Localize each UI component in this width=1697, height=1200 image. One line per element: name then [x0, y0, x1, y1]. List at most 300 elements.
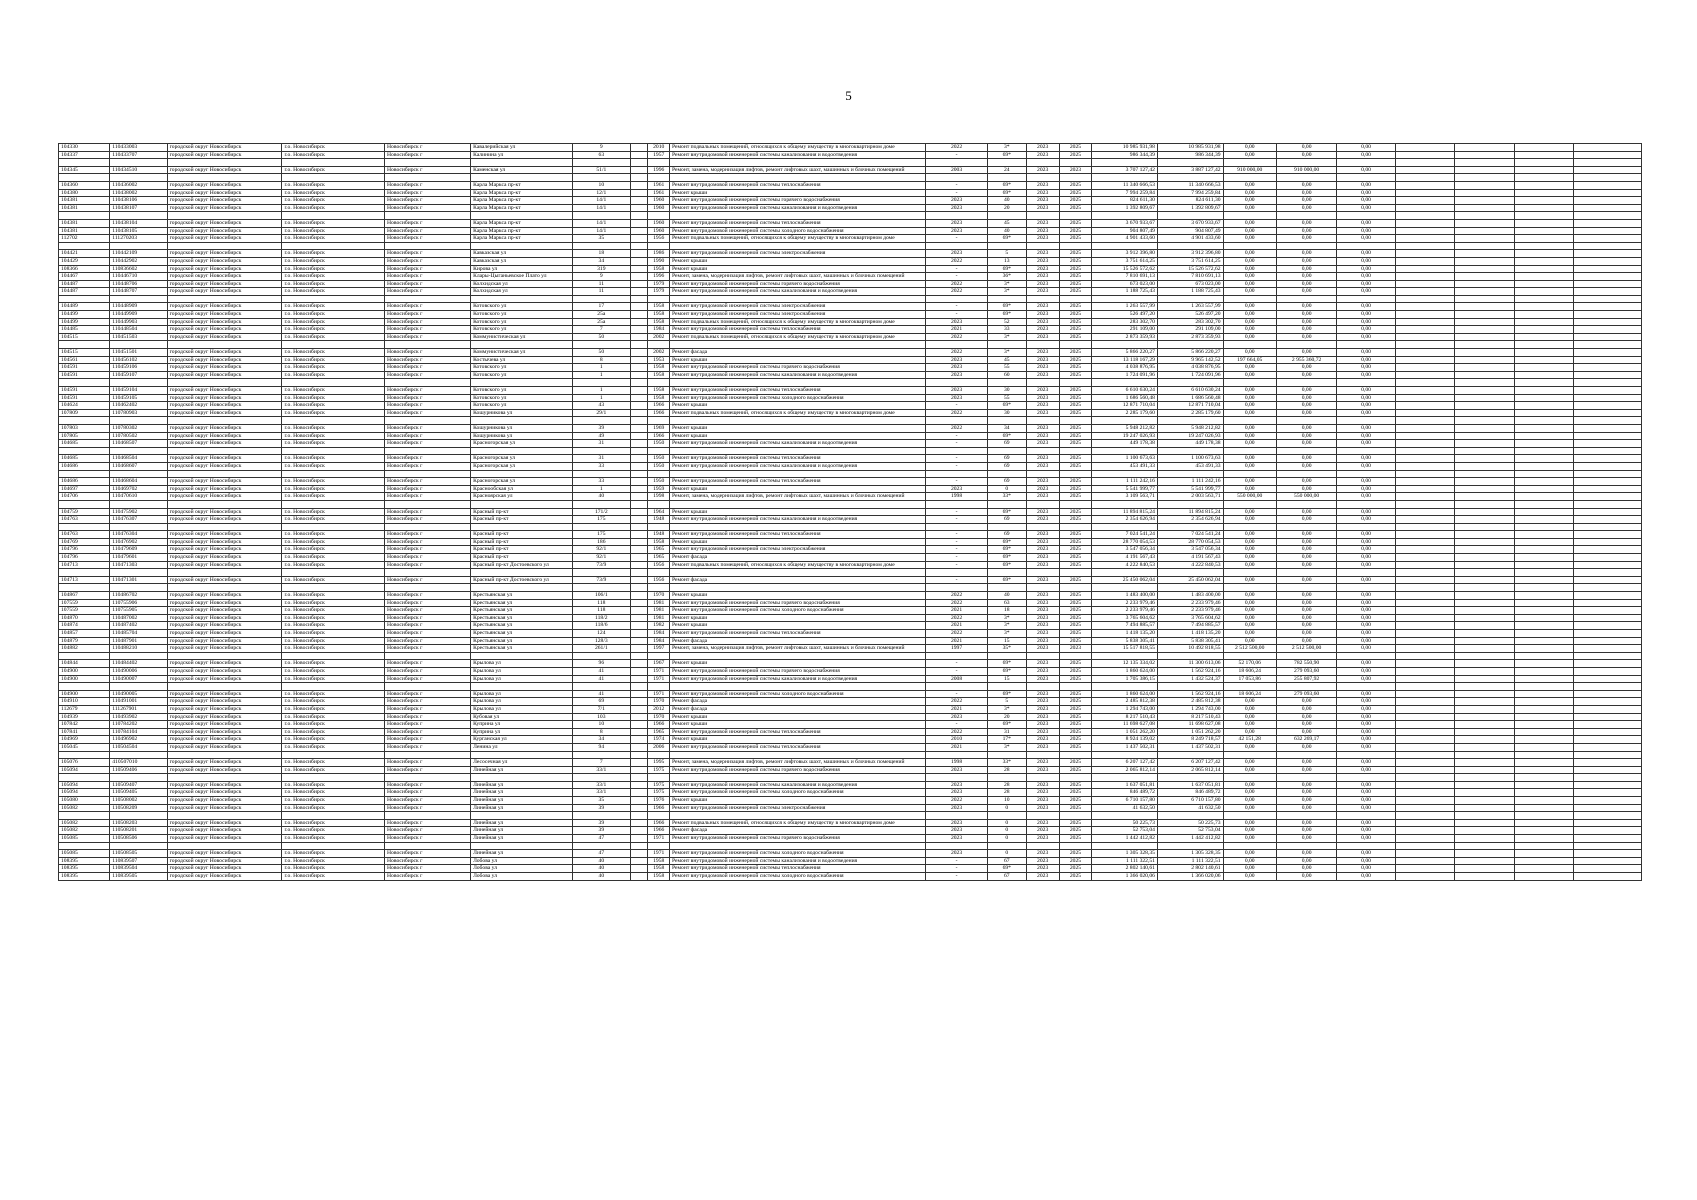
- table-cell: 2025: [1059, 797, 1092, 805]
- table-cell: Новосибирск г: [385, 273, 471, 281]
- table-cell: Ремонт крыши: [669, 538, 925, 546]
- table-cell: -: [926, 576, 988, 584]
- table-cell: г.о. Новосибирск: [282, 516, 385, 524]
- table-cell: 6 610 630,24: [1092, 387, 1158, 395]
- table-cell: 0,00: [1337, 645, 1395, 653]
- table-cell: [1223, 683, 1276, 691]
- table-cell: 1975: [648, 789, 670, 797]
- table-cell: 104515: [59, 349, 110, 357]
- table-cell: Ремонт внутридомовой инженерной системы теплоснабжения: [669, 743, 925, 751]
- table-cell: г.о. Новосибирск: [282, 432, 385, 440]
- table-cell: [471, 652, 573, 660]
- table-cell: 3 547 056,34: [1157, 546, 1223, 554]
- table-cell: 0,00: [1337, 349, 1395, 357]
- table-cell: 4 191 567,43: [1092, 554, 1158, 562]
- table-cell: 0,00: [1223, 364, 1276, 372]
- table-cell: 41 632,50: [1092, 804, 1158, 812]
- table-cell: г.о. Новосибирск: [282, 235, 385, 243]
- table-cell: [1455, 349, 1514, 357]
- table-row: [59, 356, 1642, 364]
- table-cell: Ремонт внутридомовой инженерной системы холодного водоснабжения: [669, 873, 925, 881]
- table-cell: [631, 280, 648, 288]
- table-cell: 110451501: [110, 349, 167, 357]
- table-cell: Новосибирск г: [385, 789, 471, 797]
- table-cell: [59, 652, 110, 660]
- table-cell: 110468604: [110, 478, 167, 486]
- table-cell: городской округ Новосибирск: [167, 561, 282, 569]
- table-cell: 0,00: [1276, 371, 1336, 379]
- table-cell: 1948: [648, 516, 670, 524]
- table-cell: [1514, 204, 1573, 212]
- table-cell: [59, 842, 110, 850]
- table-cell: [1276, 500, 1336, 508]
- table-cell: 8 249 718,57: [1157, 736, 1223, 744]
- table-cell: [1276, 812, 1336, 820]
- table-cell: 0,00: [1337, 303, 1395, 311]
- table-cell: Ремонт крыши: [669, 485, 925, 493]
- table-cell: Новосибирск г: [385, 690, 471, 698]
- table-cell: 2023: [1026, 364, 1059, 372]
- table-cell: Ремонт, замена, модернизация лифтов, ремонт лифтовых шахт, машинных и блочных помещений: [669, 759, 925, 767]
- table-cell: Ремонт крыши: [669, 713, 925, 721]
- table-cell: 110433003: [110, 144, 167, 152]
- table-cell: [631, 819, 648, 827]
- table-cell: г.о. Новосибирск: [282, 850, 385, 858]
- table-cell: 1976: [648, 797, 670, 805]
- table-cell: 0,00: [1337, 789, 1395, 797]
- table-cell: Новосибирск г: [385, 721, 471, 729]
- table-cell: [167, 842, 282, 850]
- table-cell: [1574, 698, 1642, 706]
- table-cell: 2023: [1026, 402, 1059, 410]
- table-row: [59, 311, 1642, 319]
- table-cell: Новосибирск г: [385, 508, 471, 516]
- table-cell: 0,00: [1276, 797, 1336, 805]
- table-cell: [1514, 599, 1573, 607]
- table-cell: городской округ Новосибирск: [167, 394, 282, 402]
- table-cell: [282, 569, 385, 577]
- table-cell: 0,00: [1337, 409, 1395, 417]
- table-cell: [167, 379, 282, 387]
- table-cell: [1455, 592, 1514, 600]
- table-cell: городской округ Новосибирск: [167, 690, 282, 698]
- table-cell: 14/1: [572, 204, 630, 212]
- table-cell: Новосибирск г: [385, 576, 471, 584]
- table-cell: 36*: [987, 273, 1026, 281]
- table-cell: [1059, 417, 1092, 425]
- table-cell: [1574, 288, 1642, 296]
- table-cell: -: [926, 690, 988, 698]
- table-cell: 2025: [1059, 508, 1092, 516]
- table-cell: Красный пр-кт: [471, 508, 573, 516]
- table-cell: 69*: [987, 667, 1026, 675]
- table-cell: 2025: [1059, 478, 1092, 486]
- table-cell: 1971: [648, 690, 670, 698]
- table-cell: [926, 569, 988, 577]
- table-cell: 110839507: [110, 857, 167, 865]
- table-cell: 1958: [648, 387, 670, 395]
- table-cell: 1 366 020,06: [1092, 873, 1158, 881]
- table-cell: 0,00: [1337, 873, 1395, 881]
- table-row: [59, 599, 1642, 607]
- table-cell: [631, 295, 648, 303]
- table-cell: 110468504: [110, 455, 167, 463]
- table-cell: 0,00: [1276, 303, 1336, 311]
- table-cell: [1574, 227, 1642, 235]
- table-cell: 2022: [926, 698, 988, 706]
- table-cell: [1223, 379, 1276, 387]
- table-cell: 2 354 626,94: [1157, 516, 1223, 524]
- table-cell: [471, 417, 573, 425]
- table-cell: городской округ Новосибирск: [167, 349, 282, 357]
- table-cell: [1514, 645, 1573, 653]
- table-cell: Новосибирск г: [385, 402, 471, 410]
- table-cell: 2025: [1059, 660, 1092, 668]
- table-cell: [1574, 667, 1642, 675]
- table-cell: 2021: [926, 743, 988, 751]
- table-cell: [1455, 159, 1514, 167]
- table-cell: 1 111 242,16: [1157, 478, 1223, 486]
- table-cell: 0,00: [1223, 219, 1276, 227]
- table-cell: Красный пр-кт: [471, 554, 573, 562]
- table-cell: 0,00: [1337, 690, 1395, 698]
- table-cell: 2025: [1059, 721, 1092, 729]
- table-cell: [1092, 295, 1158, 303]
- table-cell: 1957: [648, 151, 670, 159]
- table-cell: [1059, 774, 1092, 782]
- table-cell: [1455, 273, 1514, 281]
- table-cell: [572, 500, 630, 508]
- table-cell: 40: [572, 857, 630, 865]
- table-cell: 2023: [926, 387, 988, 395]
- table-cell: 2 065 812,14: [1157, 766, 1223, 774]
- table-cell: [110, 447, 167, 455]
- table-cell: городской округ Новосибирск: [167, 698, 282, 706]
- table-cell: [1574, 265, 1642, 273]
- table-cell: [1337, 242, 1395, 250]
- table-cell: Новосибирск г: [385, 736, 471, 744]
- table-cell: 2023: [1026, 219, 1059, 227]
- table-cell: г.о. Новосибирск: [282, 387, 385, 395]
- table-cell: [631, 759, 648, 767]
- table-cell: 104467: [59, 273, 110, 281]
- table-cell: [669, 470, 925, 478]
- table-cell: 34: [987, 424, 1026, 432]
- table-cell: [1092, 212, 1158, 220]
- table-cell: [1574, 212, 1642, 220]
- table-cell: 0,00: [1223, 265, 1276, 273]
- table-cell: 2023: [1026, 705, 1059, 713]
- table-cell: г.о. Новосибирск: [282, 713, 385, 721]
- table-cell: 110509406: [110, 766, 167, 774]
- table-row: [59, 197, 1642, 205]
- table-cell: [1395, 554, 1454, 562]
- table-cell: 1971: [648, 835, 670, 843]
- table-cell: 2025: [1059, 759, 1092, 767]
- table-cell: городской округ Новосибирск: [167, 736, 282, 744]
- table-cell: 1971: [648, 675, 670, 683]
- table-cell: Красноярская ул: [471, 493, 573, 501]
- table-cell: 0,00: [1337, 485, 1395, 493]
- table-cell: 0,00: [1276, 364, 1336, 372]
- table-cell: [1455, 394, 1514, 402]
- table-row: [59, 645, 1642, 653]
- table-cell: 28: [987, 766, 1026, 774]
- table-cell: Ремонт фасада: [669, 576, 925, 584]
- table-cell: [1157, 341, 1223, 349]
- table-cell: 1 305 328,35: [1092, 850, 1158, 858]
- table-cell: [1574, 159, 1642, 167]
- table-cell: [1059, 379, 1092, 387]
- table-cell: 2 065 812,14: [1092, 766, 1158, 774]
- table-cell: городской округ Новосибирск: [167, 333, 282, 341]
- table-cell: [669, 569, 925, 577]
- table-cell: 0,00: [1276, 424, 1336, 432]
- table-cell: 2022: [926, 728, 988, 736]
- table-cell: 1998: [926, 759, 988, 767]
- table-cell: 110490005: [110, 690, 167, 698]
- table-cell: Ремонт, замена, модернизация лифтов, ремонт лифтовых шахт, машинных и блочных помещений: [669, 273, 925, 281]
- table-cell: -: [926, 508, 988, 516]
- table-cell: 6 207 127,42: [1157, 759, 1223, 767]
- table-cell: [987, 569, 1026, 577]
- table-cell: [1276, 523, 1336, 531]
- table-cell: Новосибирск г: [385, 592, 471, 600]
- table-cell: 2025: [1059, 273, 1092, 281]
- table-cell: [631, 341, 648, 349]
- table-cell: [1337, 470, 1395, 478]
- table-cell: [631, 592, 648, 600]
- table-cell: [1455, 797, 1514, 805]
- table-cell: 2025: [1059, 592, 1092, 600]
- table-cell: 3 887 127,42: [1157, 166, 1223, 174]
- table-cell: 2023: [1026, 797, 1059, 805]
- table-cell: 2023: [926, 789, 988, 797]
- table-cell: городской округ Новосибирск: [167, 516, 282, 524]
- table-cell: 1950: [648, 455, 670, 463]
- table-cell: [1574, 797, 1642, 805]
- table-cell: [1092, 812, 1158, 820]
- table-cell: городской округ Новосибирск: [167, 189, 282, 197]
- table-cell: [1092, 569, 1158, 577]
- table-cell: [1455, 683, 1514, 691]
- table-cell: 1: [572, 371, 630, 379]
- table-cell: 2 354 626,94: [1092, 516, 1158, 524]
- table-cell: [471, 242, 573, 250]
- table-cell: 104910: [59, 698, 110, 706]
- table-cell: Ремонт внутридомовой инженерной системы теплоснабжения: [669, 630, 925, 638]
- table-cell: [1574, 478, 1642, 486]
- table-cell: 0,00: [1337, 857, 1395, 865]
- table-cell: [1514, 781, 1573, 789]
- table-cell: 104969: [59, 736, 110, 744]
- table-cell: городской округ Новосибирск: [167, 440, 282, 448]
- table-cell: Ремонт крыши: [669, 721, 925, 729]
- table-cell: Лобова ул: [471, 865, 573, 873]
- table-cell: Колхидская ул: [471, 280, 573, 288]
- table-cell: [1574, 500, 1642, 508]
- table-cell: Карла Маркса пр-кт: [471, 204, 573, 212]
- table-cell: 7 810 691,13: [1092, 273, 1158, 281]
- table-cell: 1 263 557,99: [1157, 303, 1223, 311]
- table-cell: 3*: [987, 743, 1026, 751]
- table-row: [59, 865, 1642, 873]
- table-cell: [1157, 774, 1223, 782]
- table-cell: 47: [572, 850, 630, 858]
- table-cell: городской округ Новосибирск: [167, 485, 282, 493]
- table-cell: 2023: [926, 827, 988, 835]
- table-cell: [1574, 607, 1642, 615]
- table-cell: 910 000,00: [1276, 166, 1336, 174]
- table-cell: [1574, 576, 1642, 584]
- table-cell: [167, 341, 282, 349]
- table-cell: [1337, 751, 1395, 759]
- table-cell: 28: [987, 789, 1026, 797]
- table-cell: г.о. Новосибирск: [282, 592, 385, 600]
- table-cell: 2025: [1059, 288, 1092, 296]
- table-cell: [1395, 576, 1454, 584]
- table-cell: 2025: [1059, 303, 1092, 311]
- table-cell: [1574, 295, 1642, 303]
- table-cell: 0,00: [1223, 797, 1276, 805]
- table-cell: 110508505: [110, 850, 167, 858]
- table-cell: 1 483 400,00: [1092, 592, 1158, 600]
- table-cell: 110508201: [110, 827, 167, 835]
- table-cell: 108395: [59, 857, 110, 865]
- table-cell: Ремонт крыши: [669, 257, 925, 265]
- table-cell: Новосибирск г: [385, 804, 471, 812]
- table-cell: 2025: [1059, 630, 1092, 638]
- table-cell: г.о. Новосибирск: [282, 394, 385, 402]
- table-cell: [1026, 159, 1059, 167]
- table-cell: [1514, 538, 1573, 546]
- table-cell: [1574, 493, 1642, 501]
- table-cell: [1455, 728, 1514, 736]
- table-cell: городской округ Новосибирск: [167, 462, 282, 470]
- table-cell: [59, 379, 110, 387]
- table-cell: [1455, 865, 1514, 873]
- table-cell: 2023: [1026, 690, 1059, 698]
- table-cell: Новосибирск г: [385, 675, 471, 683]
- table-cell: 110784202: [110, 721, 167, 729]
- table-cell: 39: [572, 827, 630, 835]
- table-cell: 40: [987, 197, 1026, 205]
- table-cell: [1026, 212, 1059, 220]
- table-cell: 15 526 572,62: [1157, 265, 1223, 273]
- table-cell: 104381: [59, 204, 110, 212]
- table-cell: [631, 599, 648, 607]
- table-cell: 69*: [987, 660, 1026, 668]
- table-cell: [631, 554, 648, 562]
- table-cell: [1455, 387, 1514, 395]
- table-cell: 2023: [1026, 576, 1059, 584]
- table-cell: 0,00: [1337, 630, 1395, 638]
- table-cell: [1514, 774, 1573, 782]
- table-cell: [1337, 584, 1395, 592]
- table-cell: 1966: [648, 827, 670, 835]
- table-cell: 0,00: [1337, 554, 1395, 562]
- table-cell: [1395, 242, 1454, 250]
- table-cell: -: [926, 303, 988, 311]
- table-cell: [1514, 607, 1573, 615]
- table-cell: 1965: [648, 554, 670, 562]
- table-cell: 0,00: [1276, 554, 1336, 562]
- table-cell: [1455, 250, 1514, 258]
- table-cell: [1574, 546, 1642, 554]
- table-cell: 2 233 979,46: [1092, 599, 1158, 607]
- table-cell: 291 109,00: [1092, 326, 1158, 334]
- table-cell: [1574, 242, 1642, 250]
- table-cell: Крылова ул: [471, 705, 573, 713]
- table-cell: г.о. Новосибирск: [282, 660, 385, 668]
- table-cell: 107809: [59, 409, 110, 417]
- table-cell: [1514, 189, 1573, 197]
- table-cell: [1157, 159, 1223, 167]
- table-cell: Новосибирск г: [385, 257, 471, 265]
- table-cell: 986 344,39: [1157, 151, 1223, 159]
- table-cell: 104515: [59, 333, 110, 341]
- table-cell: Ремонт внутридомовой инженерной системы электроснабжения: [669, 250, 925, 258]
- table-cell: 0,00: [1276, 538, 1336, 546]
- table-row: [59, 364, 1642, 372]
- table-cell: [1574, 819, 1642, 827]
- table-cell: городской округ Новосибирск: [167, 789, 282, 797]
- table-cell: [572, 569, 630, 577]
- table-cell: г.о. Новосибирск: [282, 311, 385, 319]
- table-cell: Ремонт фасада: [669, 554, 925, 562]
- table-cell: [1223, 500, 1276, 508]
- table-cell: [385, 417, 471, 425]
- table-cell: [1514, 630, 1573, 638]
- table-cell: 2008: [926, 675, 988, 683]
- table-cell: г.о. Новосибирск: [282, 493, 385, 501]
- table-cell: [1574, 326, 1642, 334]
- table-cell: 2025: [1059, 538, 1092, 546]
- table-cell: 33*: [987, 493, 1026, 501]
- table-cell: [1574, 219, 1642, 227]
- table-cell: 8 924 139,02: [1092, 736, 1158, 744]
- table-cell: [110, 212, 167, 220]
- table-cell: [1574, 364, 1642, 372]
- table-cell: 0,00: [1337, 538, 1395, 546]
- table-cell: 110839504: [110, 865, 167, 873]
- table-cell: Ремонт, замена, модернизация лифтов, ремонт лифтовых шахт, машинных и блочных помещений: [669, 493, 925, 501]
- table-cell: [167, 417, 282, 425]
- table-cell: 1996: [648, 273, 670, 281]
- table-cell: 104380: [59, 189, 110, 197]
- table-cell: [167, 751, 282, 759]
- table-cell: 0,00: [1223, 371, 1276, 379]
- table-cell: Новосибирск г: [385, 432, 471, 440]
- table-cell: 3 751 614,25: [1157, 257, 1223, 265]
- table-cell: 2023: [1026, 630, 1059, 638]
- table-cell: г.о. Новосибирск: [282, 576, 385, 584]
- table-cell: [1574, 189, 1642, 197]
- table-cell: [1574, 197, 1642, 205]
- table-cell: [631, 235, 648, 243]
- table-cell: [631, 789, 648, 797]
- table-cell: [59, 242, 110, 250]
- table-cell: 2025: [1059, 432, 1092, 440]
- table-cell: 1 724 091,96: [1092, 371, 1158, 379]
- table-cell: [1455, 219, 1514, 227]
- table-cell: г.о. Новосибирск: [282, 698, 385, 706]
- table-cell: 0,00: [1223, 850, 1276, 858]
- table-cell: 1 366 020,06: [1157, 873, 1223, 881]
- table-cell: г.о. Новосибирск: [282, 865, 385, 873]
- table-cell: городской округ Новосибирск: [167, 743, 282, 751]
- table-cell: 33*: [987, 759, 1026, 767]
